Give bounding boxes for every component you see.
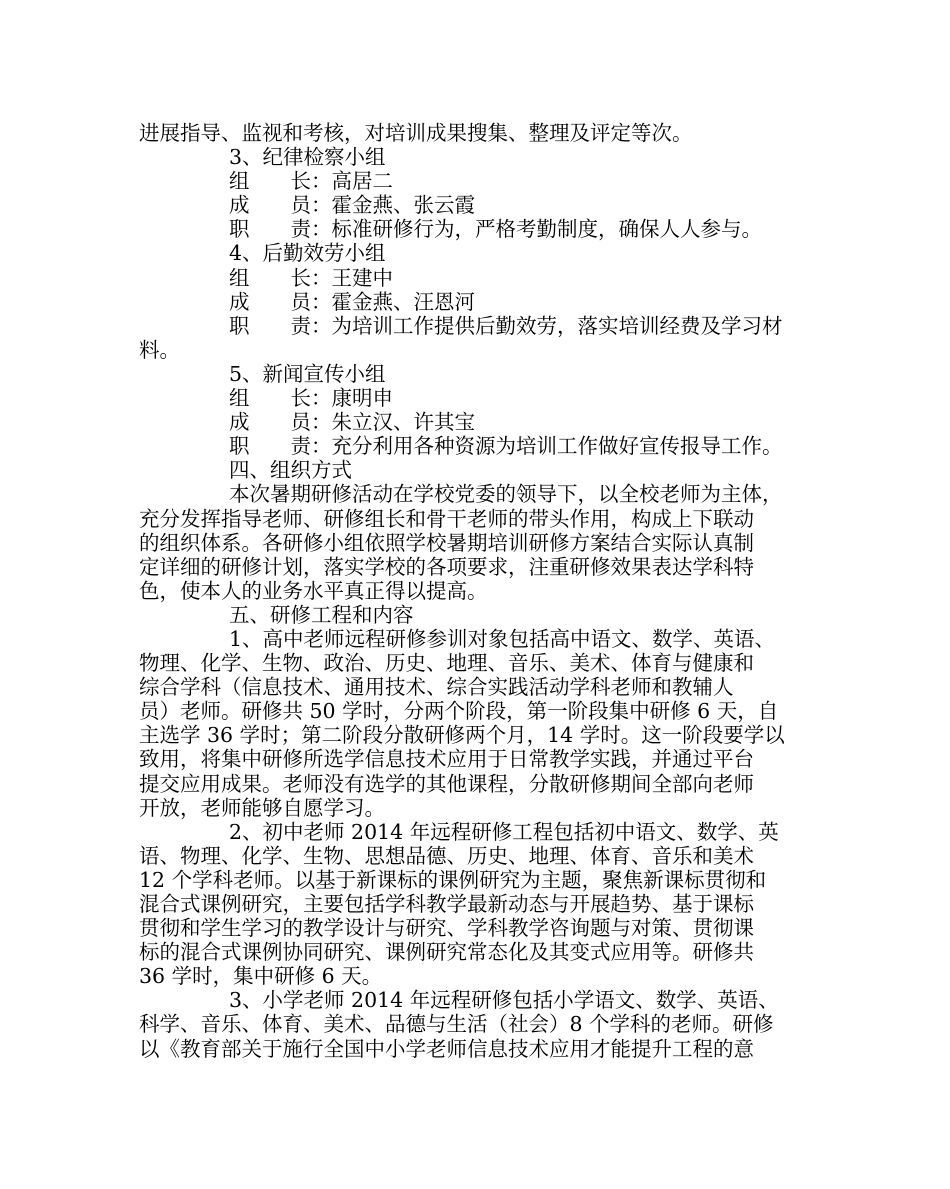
text-line: 综合学科（信息技术、通用技术、综合实践活动学科老师和教辅人 — [139, 675, 734, 700]
text-line: 提交应用成果。老师没有选学的其他课程，分散研修期间全部向老师 — [139, 771, 754, 796]
text-line: 标的混合式课例协同研究、课例研究常态化及其变式应用等。研修共 — [139, 940, 754, 965]
text-line: 职 责：标准研修行为，严格考勤制度，确保人人参与。 — [229, 217, 762, 242]
text-line: 组 长：高居二 — [229, 169, 393, 194]
text-line: 2、初中老师 2014 年远程研修工程包括初中语文、数学、英 — [229, 819, 779, 844]
text-line: 的组织体系。各研修小组依照学校暑期培训研修方案结合实际认真制 — [139, 530, 754, 555]
text-line: 物理、化学、生物、政治、历史、地理、音乐、美术、体育与健康和 — [139, 651, 754, 676]
text-line: 五、研修工程和内容 — [229, 602, 414, 627]
text-line: 开放，老师能够自愿学习。 — [139, 795, 385, 820]
text-line: 色，使本人的业务水平真正得以提高。 — [139, 578, 488, 603]
text-line: 料。 — [139, 337, 180, 362]
text-line: 定详细的研修计划，落实学校的各项要求，注重研修效果表达学科特 — [139, 554, 754, 579]
text-line: 四、组织方式 — [229, 458, 352, 483]
text-line: 充分发挥指导老师、研修组长和骨干老师的带头作用，构成上下联动 — [139, 506, 754, 531]
text-line: 进展指导、监视和考核，对培训成果搜集、整理及评定等次。 — [139, 121, 693, 145]
text-line: 成 员：朱立汉、许其宝 — [229, 410, 475, 435]
document-body — [139, 121, 815, 1061]
text-line: 成 员：霍金燕、汪恩河 — [229, 289, 475, 314]
text-line: 3、小学老师 2014 年远程研修包括小学语文、数学、英语、 — [229, 988, 779, 1013]
text-line: 致用，将集中研修所选学信息技术应用于日常教学实践，并通过平台 — [139, 747, 754, 772]
text-line: 贯彻和学生学习的教学设计与研究、学科教学咨询题与对策、贯彻课 — [139, 916, 754, 941]
text-line: 36 学时，集中研修 6 天。 — [139, 964, 383, 989]
text-line: 科学、音乐、体育、美术、品德与生活（社会）8 个学科的老师。研修 — [139, 1012, 774, 1037]
text-line: 组 长：王建中 — [229, 265, 393, 290]
text-line: 以《教育部关于施行全国中小学老师信息技术应用才能提升工程的意 — [139, 1036, 754, 1061]
text-line: 混合式课例研究，主要包括学科教学最新动态与开展趋势、基于课标 — [139, 892, 754, 916]
text-line: 职 责：充分利用各种资源为培训工作做好宣传报导工作。 — [229, 434, 783, 459]
text-line: 1、高中老师远程研修参训对象包括高中语文、数学、英语、 — [229, 626, 776, 651]
text-line: 4、后勤效劳小组 — [229, 241, 386, 266]
text-line: 语、物理、化学、生物、思想品德、历史、地理、体育、音乐和美术 — [139, 843, 754, 868]
text-line: 本次暑期研修活动在学校党委的领导下，以全校老师为主体， — [229, 482, 783, 507]
text-line: 主选学 36 学时；第二阶段分散研修两个月，14 学时。这一阶段要学以 — [139, 723, 785, 748]
text-line: 成 员：霍金燕、张云霞 — [229, 193, 475, 218]
text-line: 12 个学科老师。以基于新课标的课例研究为主题，聚焦新课标贯彻和 — [139, 867, 767, 892]
text-line: 员）老师。研修共 50 学时，分两个阶段，第一阶段集中研修 6 天，自 — [139, 699, 779, 724]
text-line: 5、新闻宣传小组 — [229, 361, 386, 386]
text-line: 职 责：为培训工作提供后勤效劳，落实培训经费及学习材 — [229, 313, 783, 338]
text-line: 3、纪律检察小组 — [229, 145, 386, 170]
text-line: 组 长：康明申 — [229, 386, 393, 411]
